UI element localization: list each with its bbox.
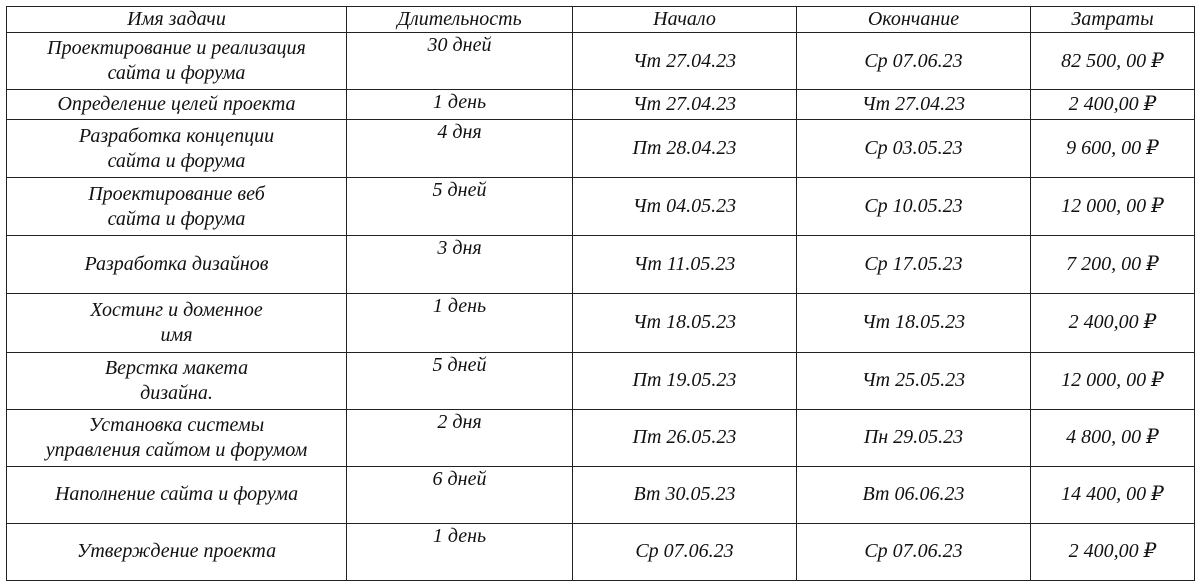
task-schedule-table (6, 6, 1195, 581)
start-date-cell: Пт 28.04.23 (573, 120, 797, 178)
task-name-line: Верстка макета (104, 356, 249, 379)
cost-cell: 9 600, 00 ₽ (1031, 120, 1195, 178)
header-task-name: Имя задачи (7, 7, 347, 33)
table-row (7, 90, 1195, 120)
end-date-cell: Ср 07.06.23 (797, 523, 1031, 580)
task-name-line: Разработка концепции (78, 124, 275, 147)
table-row (7, 33, 1195, 90)
task-name-cell (7, 294, 347, 352)
cost-cell: 7 200, 00 ₽ (1031, 236, 1195, 294)
start-date-cell: Пт 26.05.23 (573, 409, 797, 466)
task-name-cell (7, 352, 347, 409)
end-date-cell: Пн 29.05.23 (797, 409, 1031, 466)
duration-cell: 1 день (347, 523, 573, 580)
duration-cell: 30 дней (347, 33, 573, 90)
duration-cell: 4 дня (347, 120, 573, 178)
header-end: Окончание (797, 7, 1031, 33)
table-row (7, 236, 1195, 294)
cost-cell: 2 400,00 ₽ (1031, 294, 1195, 352)
start-date-cell: Чт 27.04.23 (573, 90, 797, 120)
table-row (7, 178, 1195, 236)
task-name-cell (7, 178, 347, 236)
header-duration: Длительность (347, 7, 573, 33)
task-name-line: Утверждение проекта (76, 540, 277, 563)
task-name-line: управления сайтом и форумом (45, 438, 308, 461)
end-date-cell: Чт 18.05.23 (797, 294, 1031, 352)
task-name-line: Установка системы (88, 413, 265, 436)
table-header-row (7, 7, 1195, 33)
start-date-cell: Ср 07.06.23 (573, 523, 797, 580)
task-name-cell (7, 523, 347, 580)
end-date-cell: Ср 03.05.23 (797, 120, 1031, 178)
header-cost: Затраты (1031, 7, 1195, 33)
end-date-cell: Вт 06.06.23 (797, 466, 1031, 523)
table-row (7, 120, 1195, 178)
task-name-line: сайта и форума (107, 207, 246, 230)
start-date-cell: Чт 11.05.23 (573, 236, 797, 294)
duration-cell: 5 дней (347, 352, 573, 409)
cost-cell: 4 800, 00 ₽ (1031, 409, 1195, 466)
start-date-cell: Чт 04.05.23 (573, 178, 797, 236)
task-name-cell (7, 90, 347, 120)
cost-cell: 82 500, 00 ₽ (1031, 33, 1195, 90)
cost-cell: 14 400, 00 ₽ (1031, 466, 1195, 523)
duration-cell: 1 день (347, 294, 573, 352)
task-name-line: имя (160, 323, 193, 346)
table-row (7, 523, 1195, 580)
task-name-line: сайта и форума (107, 62, 246, 85)
end-date-cell: Ср 07.06.23 (797, 33, 1031, 90)
start-date-cell: Чт 27.04.23 (573, 33, 797, 90)
end-date-cell: Ср 10.05.23 (797, 178, 1031, 236)
task-name-line: Проектирование веб (88, 182, 265, 205)
duration-cell: 6 дней (347, 466, 573, 523)
end-date-cell: Чт 25.05.23 (797, 352, 1031, 409)
task-name-line: дизайна. (140, 381, 213, 404)
cost-cell: 12 000, 00 ₽ (1031, 352, 1195, 409)
task-name-cell (7, 33, 347, 90)
duration-cell: 1 день (347, 90, 573, 120)
duration-cell: 5 дней (347, 178, 573, 236)
start-date-cell: Вт 30.05.23 (573, 466, 797, 523)
table-row (7, 352, 1195, 409)
task-name-cell (7, 120, 347, 178)
table-row (7, 409, 1195, 466)
task-name-line: Хостинг и доменное (90, 298, 263, 321)
start-date-cell: Чт 18.05.23 (573, 294, 797, 352)
task-name-line: Определение целей проекта (57, 93, 296, 116)
duration-cell: 3 дня (347, 236, 573, 294)
task-name-cell (7, 236, 347, 294)
task-name-line: Разработка дизайнов (84, 253, 269, 276)
table-row (7, 466, 1195, 523)
task-name-line: Проектирование и реализация (47, 37, 306, 60)
end-date-cell: Чт 27.04.23 (797, 90, 1031, 120)
cost-cell: 2 400,00 ₽ (1031, 90, 1195, 120)
task-name-line: сайта и форума (107, 149, 246, 172)
cost-cell: 12 000, 00 ₽ (1031, 178, 1195, 236)
table-row (7, 294, 1195, 352)
header-start: Начало (573, 7, 797, 33)
cost-cell: 2 400,00 ₽ (1031, 523, 1195, 580)
end-date-cell: Ср 17.05.23 (797, 236, 1031, 294)
task-name-cell (7, 466, 347, 523)
task-name-line: Наполнение сайта и форума (54, 483, 299, 506)
duration-cell: 2 дня (347, 409, 573, 466)
task-name-cell (7, 409, 347, 466)
start-date-cell: Пт 19.05.23 (573, 352, 797, 409)
